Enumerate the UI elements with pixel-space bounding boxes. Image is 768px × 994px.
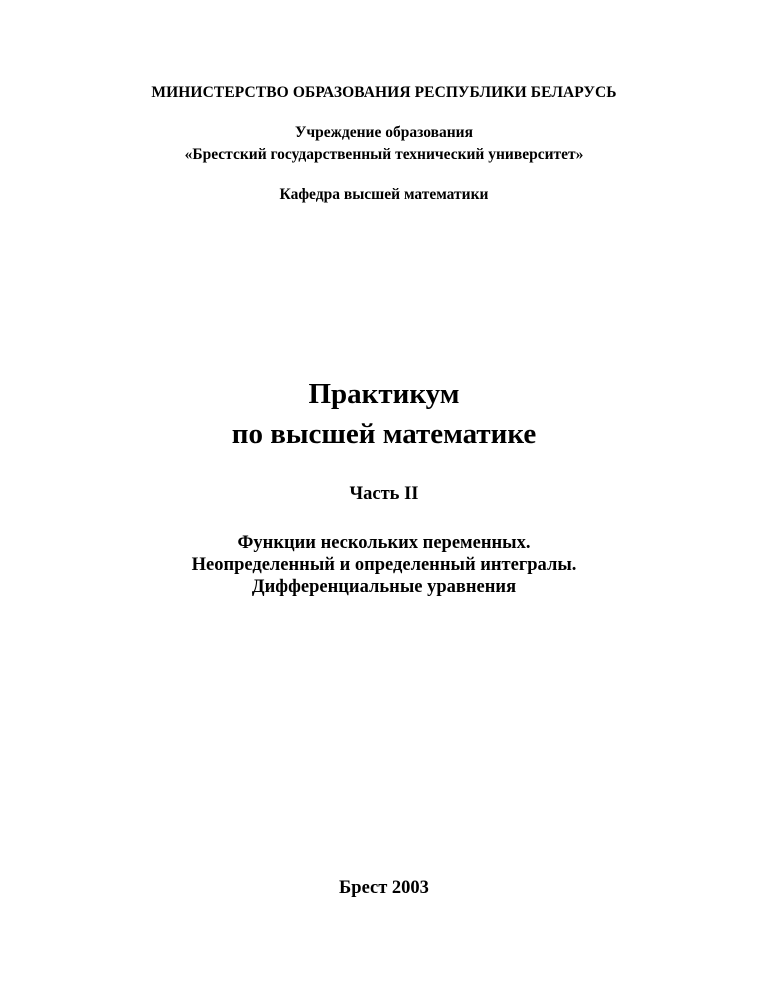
institution-name: «Брестский государственный технический университет» xyxy=(184,146,584,163)
place-and-year: Брест 2003 xyxy=(339,878,429,898)
document-title-line-1: Практикум xyxy=(308,378,460,410)
topic-line: Неопределенный и определенный интегралы. xyxy=(191,555,577,575)
part-number: Часть II xyxy=(349,484,419,504)
document-title-line-2: по высшей математике xyxy=(231,418,537,450)
topic-line: Функции нескольких переменных. xyxy=(237,533,531,553)
department-name: Кафедра высшей математики xyxy=(279,186,489,203)
topic-line: Дифференциальные уравнения xyxy=(251,577,517,597)
ministry-heading: МИНИСТЕРСТВО ОБРАЗОВАНИЯ РЕСПУБЛИКИ БЕЛАРУСЬ xyxy=(151,84,617,101)
institution-type: Учреждение образования xyxy=(295,124,473,141)
